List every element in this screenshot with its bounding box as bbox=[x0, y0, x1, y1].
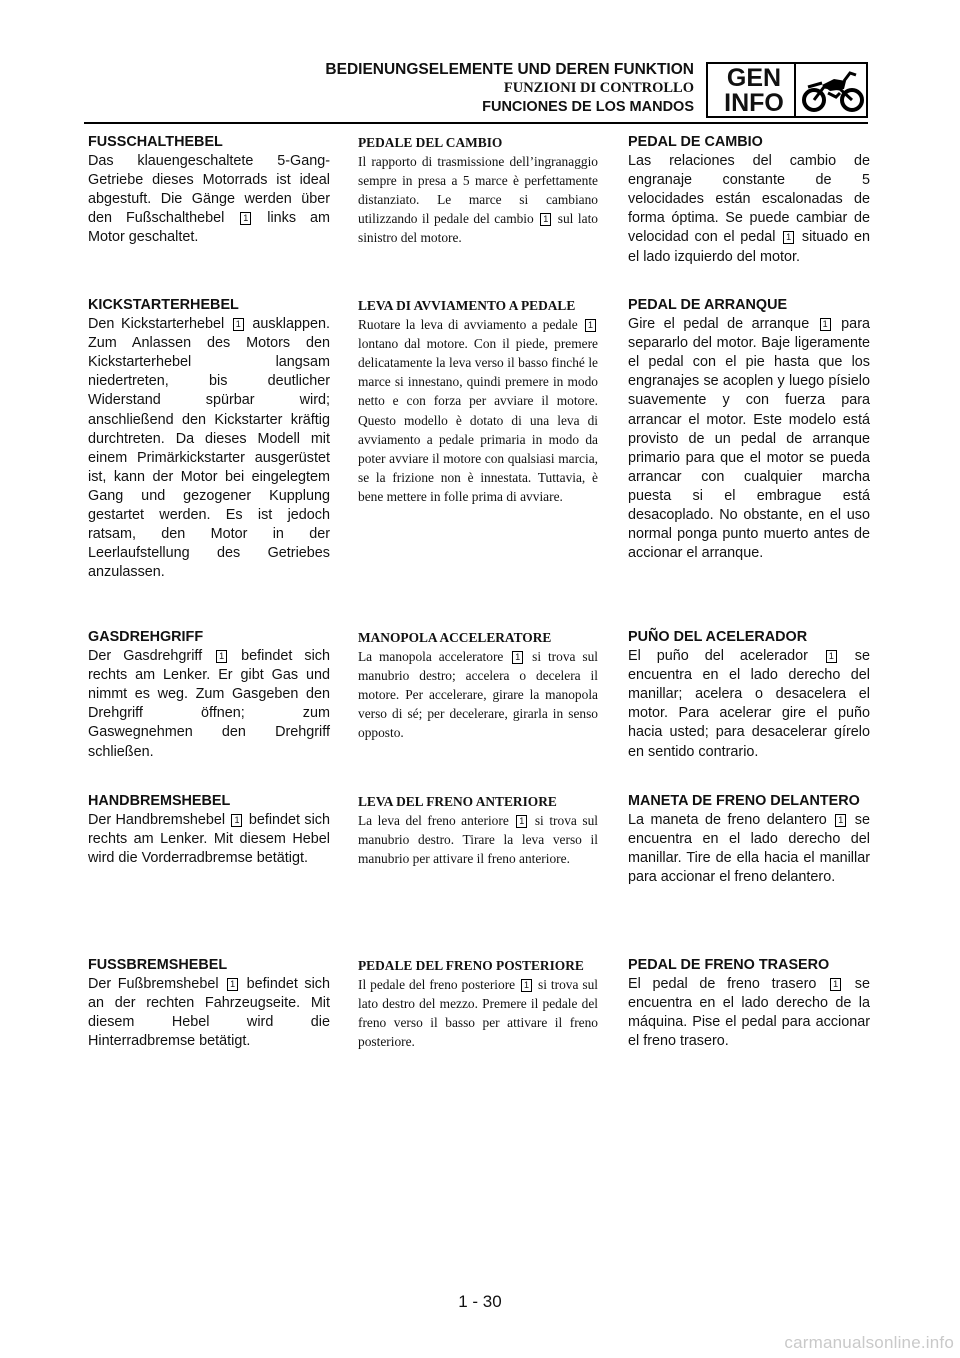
watermark: carmanualsonline.info bbox=[784, 1333, 954, 1352]
callout-1: 1 bbox=[585, 319, 596, 332]
callout-1: 1 bbox=[783, 231, 794, 244]
section-kickstarter-de bbox=[88, 296, 330, 582]
header-title-de: BEDIENUNGSELEMENTE UND DEREN FUNKTION bbox=[325, 61, 694, 78]
callout-1: 1 bbox=[227, 978, 238, 991]
section-title: FUSSBREMSHEBEL bbox=[88, 957, 228, 973]
header-rule bbox=[84, 122, 868, 124]
callout-1: 1 bbox=[835, 814, 846, 827]
callout-1: 1 bbox=[820, 318, 831, 331]
section-rear-brake-es bbox=[628, 956, 870, 1051]
section-title: PEDALE DEL CAMBIO bbox=[358, 135, 503, 150]
info-label: INFO bbox=[724, 89, 784, 117]
callout-1: 1 bbox=[540, 213, 551, 226]
section-title: PUÑO DEL ACELERADOR bbox=[628, 629, 808, 645]
callout-1: 1 bbox=[516, 815, 527, 828]
section-body: Las relaciones del cambio de engranaje constante de 5 velocidades están escalonadas de forma óptima. Se puede cambiar de velocidad con el pedal 1 situado en el lado izquierdo del motor. bbox=[628, 153, 870, 265]
section-shift-pedal-it bbox=[358, 133, 598, 248]
callout-1: 1 bbox=[240, 212, 251, 225]
section-title: MANETA DE FRENO DELANTERO bbox=[628, 793, 860, 809]
section-body: Ruotare la leva di avviamento a pedale 1 lontano dal motore. Con il piede, premere delicatamente la leva verso il basso finché le marce si innestano, quindi premere in modo netto e con forza per avviare il motore. Questo modello è dotato di una leva di avviamento a pedale primaria in modo da poter avviare il motore con qualsiasi marcia, se la frizione non è innestata. Tuttavia, è bene mettere in folle prima di avviare. bbox=[358, 317, 598, 504]
section-body: Der Fußbremshebel 1 befindet sich an der rechten Fahrzeugseite. Mit diesem Hebel wird die Hinterradbremse betätigt. bbox=[88, 976, 330, 1050]
header-title-it: FUNZIONI DI CONTROLLO bbox=[503, 80, 694, 96]
section-title: LEVA DEL FRENO ANTERIORE bbox=[358, 794, 557, 809]
section-title: HANDBREMSHEBEL bbox=[88, 793, 231, 809]
section-body: Das klauengeschaltete 5-Gang-Getriebe dieses Motorrads ist ideal abgestuft. Die Gänge werden über den Fußschalthebel 1 links am Motor geschaltet. bbox=[88, 153, 330, 246]
section-kickstarter-it bbox=[358, 296, 598, 506]
section-throttle-es bbox=[628, 628, 870, 762]
section-body: Il pedale del freno posteriore 1 si trova sul lato destro del mezzo. Premere il pedale del freno verso il basso per attivare il freno posteriore. bbox=[358, 977, 598, 1050]
section-front-brake-it bbox=[358, 792, 598, 868]
section-title: LEVA DI AVVIAMENTO A PEDALE bbox=[358, 298, 576, 313]
section-body: El pedal de freno trasero 1 se encuentra en el lado derecho de la máquina. Pise el pedal para accionar el freno trasero. bbox=[628, 976, 871, 1050]
section-front-brake-de bbox=[88, 792, 330, 868]
header-titles bbox=[325, 60, 694, 117]
section-title: GASDREHGRIFF bbox=[88, 629, 204, 645]
section-rear-brake-it bbox=[358, 956, 598, 1051]
section-kickstarter-es bbox=[628, 296, 870, 563]
section-body: Der Handbremshebel 1 befindet sich rechts am Lenker. Mit diesem Hebel wird die Vorderradbremse betätigt. bbox=[88, 812, 330, 867]
gen-label: GEN bbox=[726, 64, 782, 92]
page-number: 1 - 30 bbox=[458, 1292, 502, 1311]
section-body: Der Gasdrehgriff 1 befindet sich rechts am Lenker. Er gibt Gas und nimmt es weg. Zum Gasgeben den Drehgriff öffnen; zum Gaswegnehmen den Drehgriff schließen. bbox=[88, 648, 330, 760]
section-title: PEDALE DEL FRENO POSTERIORE bbox=[358, 958, 584, 973]
section-body: Den Kickstarterhebel 1 ausklappen. Zum Anlassen des Motors den Kickstarterhebel langsam niedertreten, bis deutlicher Widerstand spürbar wird; anschließend den Kickstarter kräftig durchtreten. Da dieses Modell mit einem Primärkickstarter ausgerüstet ist, kann der Motor bei eingelegtem Gang und gezogener Kupplung gestartet werden. Es ist jedoch ratsam, den Motor in der Leerlaufstellung des Getriebes anzulassen. bbox=[88, 316, 331, 581]
section-rear-brake-de bbox=[88, 956, 330, 1051]
callout-1: 1 bbox=[233, 318, 244, 331]
section-throttle-de bbox=[88, 628, 330, 762]
section-title: PEDAL DE ARRANQUE bbox=[628, 297, 788, 313]
section-body: Il rapporto di trasmissione dell’ingranaggio sempre in presa a 5 marce è perfettamente distanziato. Le marce si cambiano utilizzando il pedale del cambio 1 sul lato sinistro del motore. bbox=[358, 154, 598, 246]
section-body: El puño del acelerador 1 se encuentra en el lado derecho del manillar; acelera o desacelera el motor. Para acelerar gire el puño hacia usted; para desacelerar gírelo en sentido contrario. bbox=[628, 648, 870, 760]
section-title: KICKSTARTERHEBEL bbox=[88, 297, 239, 313]
callout-1: 1 bbox=[521, 979, 532, 992]
section-body: La maneta de freno delantero 1 se encuentra en el lado derecho del manillar. Tire de ella hacia el manillar para accionar el freno delantero. bbox=[628, 812, 871, 886]
motorcycle-icon bbox=[800, 67, 866, 115]
page-header bbox=[0, 0, 960, 130]
section-throttle-it bbox=[358, 628, 598, 743]
callout-1: 1 bbox=[512, 651, 523, 664]
gen-info-label bbox=[714, 64, 794, 122]
callout-1: 1 bbox=[231, 814, 242, 827]
callout-1: 1 bbox=[830, 978, 841, 991]
section-front-brake-es bbox=[628, 792, 870, 887]
gen-info-badge bbox=[706, 62, 868, 118]
section-title: FUSSCHALTHEBEL bbox=[88, 134, 223, 150]
section-body: La manopola acceleratore 1 si trova sul manubrio destro; accelera o decelera il motore. Per accelerare, girare la manopola verso di sé; per decelerare, girarla in senso opposto. bbox=[358, 649, 598, 741]
header-title-es: FUNCIONES DE LOS MANDOS bbox=[482, 99, 694, 115]
section-title: MANOPOLA ACCELERATORE bbox=[358, 630, 552, 645]
section-shift-pedal-de bbox=[88, 133, 330, 248]
section-title: PEDAL DE FRENO TRASERO bbox=[628, 957, 830, 973]
section-title: PEDAL DE CAMBIO bbox=[628, 134, 763, 150]
callout-1: 1 bbox=[826, 650, 837, 663]
section-shift-pedal-es bbox=[628, 133, 870, 267]
section-body: La leva del freno anteriore 1 si trova sul manubrio destro. Tirare la leva verso il manubrio per attivare il freno anteriore. bbox=[358, 813, 598, 867]
badge-divider bbox=[794, 64, 796, 116]
section-body: Gire el pedal de arranque 1 para separarlo del motor. Baje ligeramente el pedal con el pie hasta que los engranajes se acoplen y luego písielo suavemente y con fuerza para arrancar el motor. Este modelo está provisto de un pedal de arranque primario para que el motor se pueda arrancar con cualquier marcha puesta si el embrague está desacoplado. No obstante, en el uso normal ponga punto muerto antes de accionar el arranque. bbox=[628, 316, 870, 562]
callout-1: 1 bbox=[216, 650, 227, 663]
